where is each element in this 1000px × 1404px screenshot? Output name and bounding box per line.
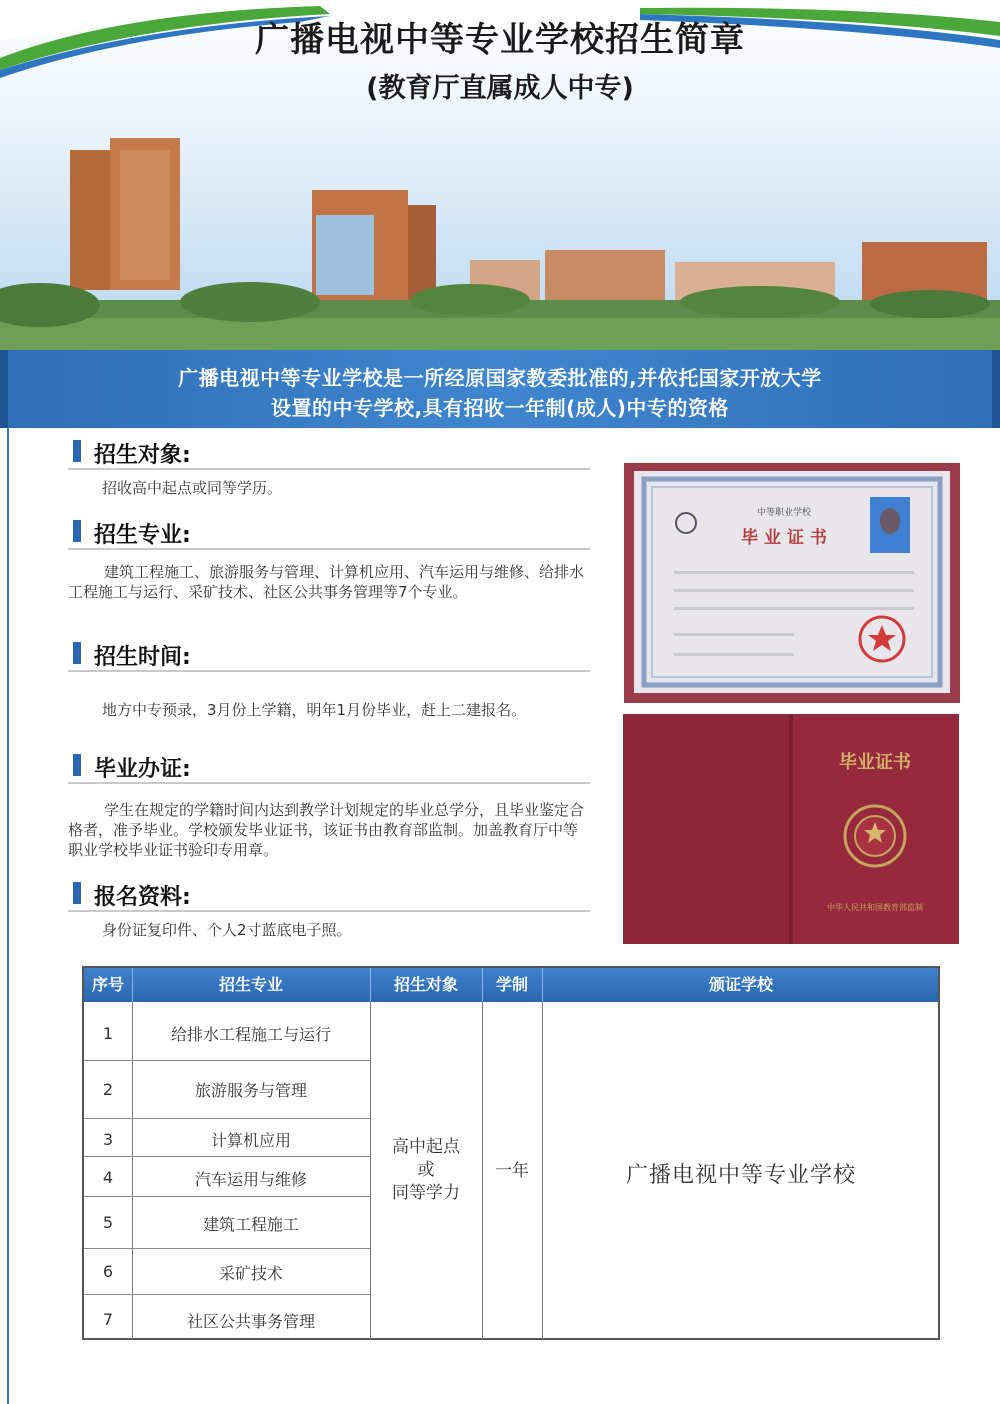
header-divider [542, 968, 543, 1002]
section-marker-icon [73, 754, 81, 776]
certificate-inner-photo [624, 463, 960, 703]
page-subtitle: (教育厅直属成人中专) [366, 73, 634, 104]
section-header [68, 878, 590, 912]
cover-footer: 中华人民共和国教育部监制 [827, 903, 923, 912]
certificate-cover-photo [623, 714, 959, 944]
row-divider [84, 1196, 370, 1197]
left-divider [7, 428, 9, 1404]
row-major: 给排水工程施工与运行 [170, 1025, 331, 1044]
section-time [68, 638, 590, 720]
section-header [68, 516, 590, 550]
table-header [84, 968, 938, 1002]
header-divider [370, 968, 371, 1002]
target-line: 同等学力 [392, 1183, 460, 1203]
merged-duration: 一年 [495, 1161, 529, 1181]
cert-title: 毕 业 证 书 [741, 528, 827, 548]
row-major: 社区公共事务管理 [186, 1312, 315, 1331]
row-divider [84, 1156, 370, 1157]
row-major: 汽车运用与维修 [194, 1170, 307, 1189]
target-line: 高中起点 [392, 1137, 460, 1157]
section-marker-icon [73, 520, 81, 542]
row-no: 1 [102, 1024, 114, 1043]
row-divider [84, 1294, 370, 1295]
merged-target [370, 1136, 482, 1205]
header-divider [132, 968, 133, 1002]
section-title: 报名资料: [94, 885, 191, 910]
majors-table [82, 966, 940, 1340]
header-no: 序号 [91, 975, 124, 994]
row-major: 计算机应用 [210, 1131, 291, 1150]
section-title: 招生时间: [94, 645, 191, 670]
row-divider [84, 1060, 370, 1061]
row-divider [84, 1118, 370, 1119]
row-major: 旅游服务与管理 [194, 1081, 307, 1100]
section-text: 招收高中起点或同等学历。 [102, 479, 283, 497]
target-line: 或 [417, 1160, 435, 1180]
section-marker-icon [73, 882, 81, 904]
section-majors [68, 516, 590, 602]
section-marker-icon [73, 642, 81, 664]
row-no: 7 [102, 1310, 114, 1329]
cover-title: 毕业证书 [839, 752, 911, 773]
section-text: 学生在规定的学籍时间内达到教学计划规定的毕业总学分，且毕业鉴定合格者，准予毕业。学校颁发毕业证书，该证书由教育部监制。加盖教育厅中等职业学校毕业证书验印专用章。 [68, 801, 585, 859]
row-no: 6 [102, 1262, 114, 1281]
row-no: 2 [102, 1080, 114, 1099]
header-divider [482, 968, 483, 1002]
row-no: 5 [102, 1213, 114, 1232]
cert-school-header: 中等职业学校 [756, 508, 812, 518]
header-target: 招生对象 [393, 975, 458, 994]
section-title: 招生专业: [94, 523, 191, 548]
intro-banner [0, 350, 1000, 428]
section-header [68, 638, 590, 672]
section-graduation [68, 750, 590, 860]
row-no: 4 [102, 1168, 114, 1187]
section-text: 地方中专预录，3月份上学籍，明年1月份毕业，赶上二建报名。 [102, 701, 527, 719]
section-header [68, 436, 590, 470]
section-header [68, 750, 590, 784]
row-divider [84, 1248, 370, 1249]
section-text: 建筑工程施工、旅游服务与管理、计算机应用、汽车运用与维修、给排水工程施工与运行、采矿技术、社区公共事务管理等7个专业。 [68, 563, 585, 601]
section-title: 招生对象: [94, 443, 191, 468]
intro-line-2: 设置的中专学校,具有招收一年制(成人)中专的资格 [271, 396, 729, 420]
row-no: 3 [102, 1130, 114, 1149]
header-major: 招生专业 [218, 975, 283, 994]
header-duration: 学制 [495, 975, 528, 994]
hero-banner [0, 0, 1000, 350]
section-title: 毕业办证: [94, 757, 191, 782]
merged-school: 广播电视中等专业学校 [625, 1163, 856, 1188]
section-marker-icon [73, 440, 81, 462]
row-major: 采矿技术 [218, 1264, 283, 1283]
section-text: 身份证复印件、个人2寸蓝底电子照。 [102, 921, 352, 939]
header-school: 颁证学校 [708, 975, 773, 994]
page-title: 广播电视中等专业学校招生简章 [255, 20, 745, 60]
row-major: 建筑工程施工 [202, 1215, 299, 1234]
intro-line-1: 广播电视中等专业学校是一所经原国家教委批准的,并依托国家开放大学 [178, 366, 822, 390]
section-materials [68, 878, 590, 940]
section-target [68, 436, 590, 498]
